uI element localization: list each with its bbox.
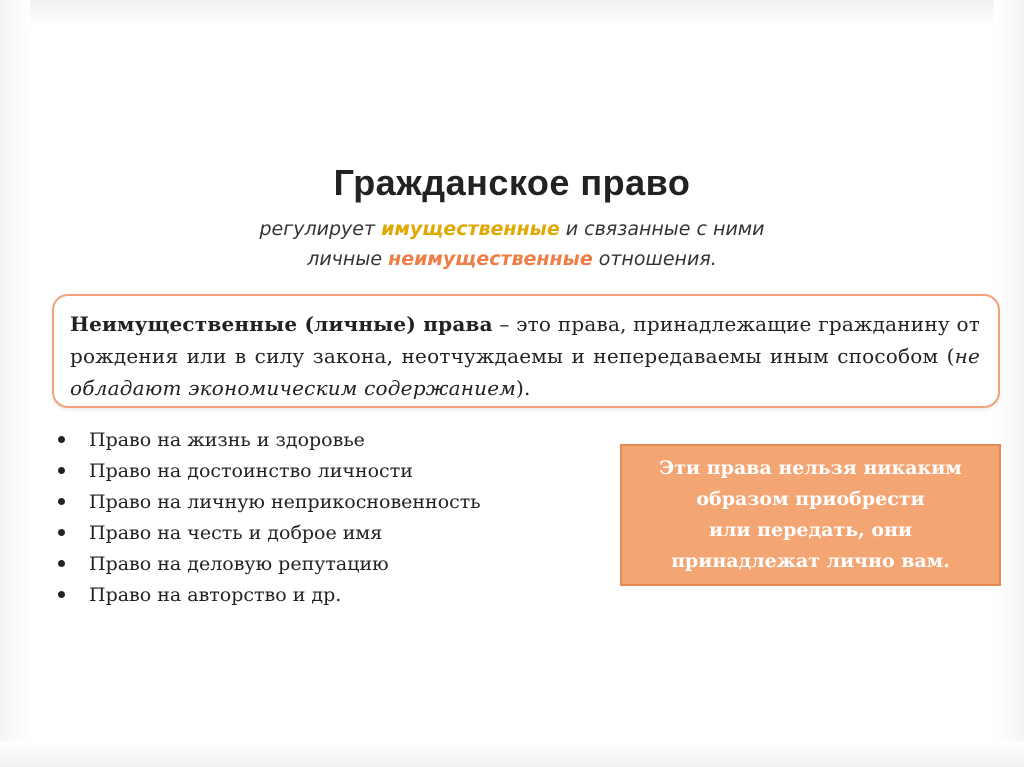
definition-text	[70, 308, 980, 404]
subtitle-text: отношения.	[592, 248, 717, 270]
subtitle-line-1	[0, 214, 1024, 244]
definition-term: Неимущественные (личные) права	[70, 312, 493, 336]
list-item	[54, 455, 481, 486]
frame-edge-bottom	[0, 741, 1024, 767]
bullet-icon	[58, 467, 65, 474]
note-line: или передать, они	[708, 519, 913, 541]
bullet-icon	[58, 560, 65, 567]
note-line: принадлежат лично вам.	[671, 550, 950, 572]
list-item-label: Право на жизнь и здоровье	[89, 428, 365, 451]
subtitle-text: личные	[307, 248, 389, 270]
frame-edge-top	[0, 0, 1024, 26]
subtitle-highlight-property: имущественные	[381, 218, 560, 240]
subtitle-highlight-nonproperty: неимущественные	[388, 248, 593, 270]
subtitle-text: и связанные с ними	[559, 218, 765, 240]
definition-end: ).	[516, 376, 531, 400]
bullet-icon	[58, 498, 65, 505]
frame-edge-left	[0, 0, 30, 767]
list-item-label: Право на авторство и др.	[89, 583, 342, 606]
definition-body: – это права, принадлежащие гражданину от рождения или в силу закона, неотчуждаемы и непередаваемы иным способом (	[70, 312, 980, 368]
bullet-icon	[58, 436, 65, 443]
note-box	[620, 444, 1001, 586]
list-item-label: Право на деловую репутацию	[89, 552, 389, 575]
subtitle-line-2	[0, 244, 1024, 274]
list-item	[54, 486, 481, 517]
note-line: образом приобрести	[696, 488, 925, 510]
list-item	[54, 517, 481, 548]
list-item	[54, 579, 481, 610]
slide-title: Гражданское право	[333, 162, 691, 203]
definition-box	[52, 294, 1000, 408]
list-item	[54, 424, 481, 455]
slide-subtitle	[0, 214, 1024, 274]
list-item-label: Право на честь и доброе имя	[89, 521, 383, 544]
note-line: Эти права нельзя никаким	[659, 457, 962, 479]
list-item	[54, 548, 481, 579]
subtitle-text: регулирует	[259, 218, 382, 240]
rights-list	[54, 424, 481, 610]
bullet-icon	[58, 591, 65, 598]
note-text	[659, 453, 962, 577]
definition-italic-note: не обладают экономическим содержанием	[70, 344, 980, 400]
list-item-label: Право на личную неприкосновенность	[89, 490, 481, 513]
list-item-label: Право на достоинство личности	[89, 459, 413, 482]
bullet-icon	[58, 529, 65, 536]
